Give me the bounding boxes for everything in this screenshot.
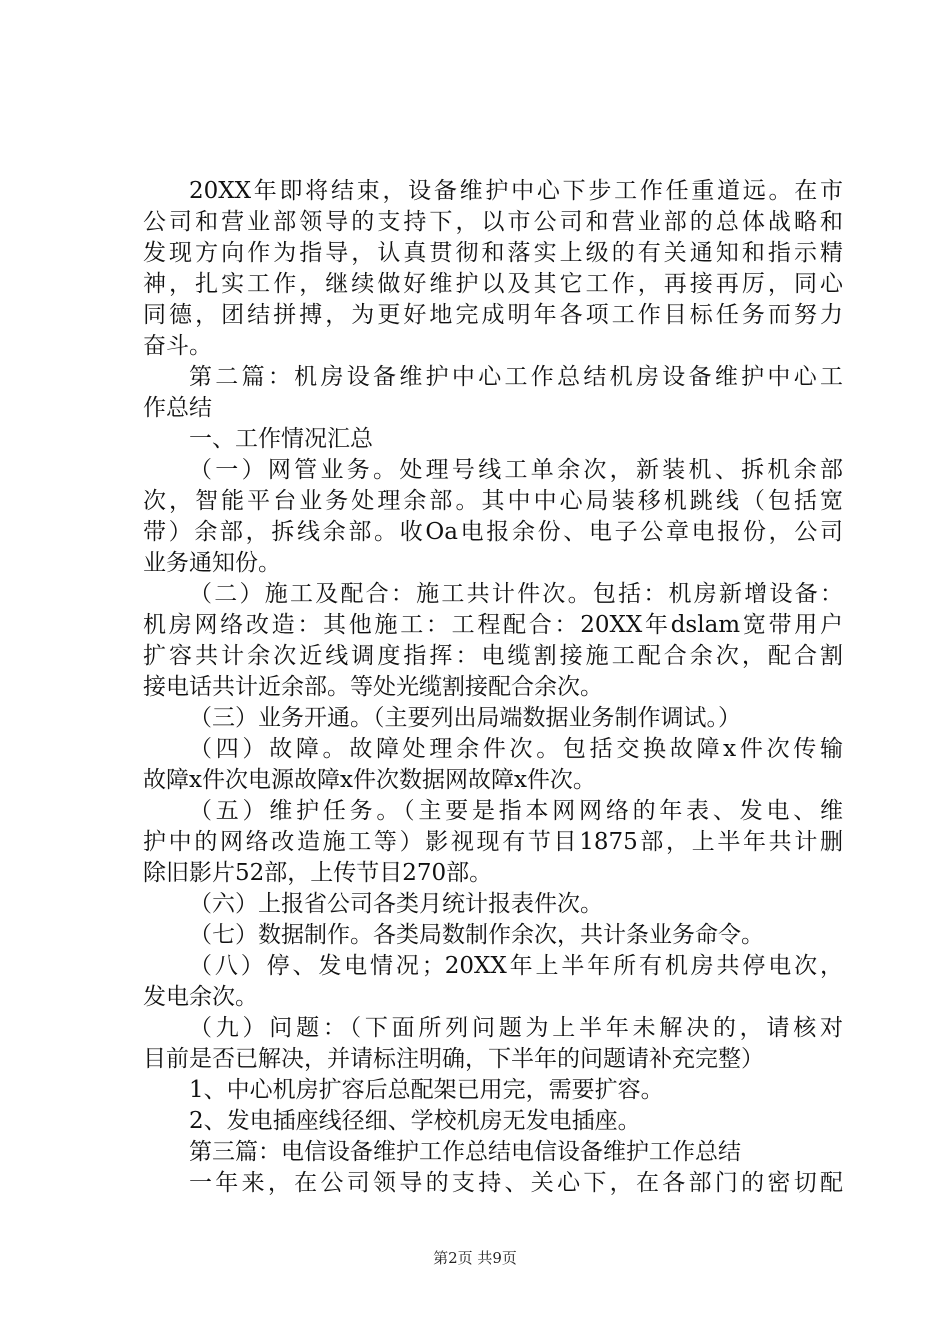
text-line: （六）上报省公司各类月统计报表件次。 xyxy=(189,891,603,917)
text-line: 同德，团结拼搏，为更好地完成明年各项工作目标任务而努力 xyxy=(143,302,843,328)
text-line: 2、发电插座线径细、学校机房无发电插座。 xyxy=(189,1108,641,1134)
text-line: 第二篇：机房设备维护中心工作总结机房设备维护中心工 xyxy=(189,364,843,390)
text-line: （三）业务开通。（主要列出局端数据业务制作调试。） xyxy=(189,705,741,731)
document-body xyxy=(143,176,843,1199)
text-line: 20XX年即将结束，设备维护中心下步工作任重道远。在市 xyxy=(189,178,843,204)
text-line: 第三篇：电信设备维护工作总结电信设备维护工作总结 xyxy=(189,1139,741,1165)
text-line: （九）问题：（下面所列问题为上半年未解决的，请核对 xyxy=(189,1015,843,1041)
text-line: 故障x件次电源故障x件次数据网故障x件次。 xyxy=(143,767,596,793)
text-line: 业务通知份。 xyxy=(143,550,281,576)
text-line: （八）停、发电情况；20XX年上半年所有机房共停电次， xyxy=(189,953,843,979)
text-line: 除旧影片52部，上传节目270部。 xyxy=(143,860,493,886)
text-line: 接电话共计近余部。等处光缆割接配合余次。 xyxy=(143,674,603,700)
text-line: （四）故障。故障处理余件次。包括交换故障x件次传输 xyxy=(189,736,843,762)
text-line: 带）余部，拆线余部。收Oa电报余份、电子公章电报份，公司 xyxy=(143,519,843,545)
text-line: （五）维护任务。（主要是指本网网络的年表、发电、维 xyxy=(189,798,843,824)
text-line: 发电余次。 xyxy=(143,984,258,1010)
text-line: 扩容共计余次近线调度指挥：电缆割接施工配合余次，配合割 xyxy=(143,643,843,669)
page-number-footer: 第2页 共9页 xyxy=(433,1249,517,1267)
text-line: 次，智能平台业务处理余部。其中中心局装移机跳线（包括宽 xyxy=(143,488,843,514)
text-line: 目前是否已解决，并请标注明确，下半年的问题请补充完整） xyxy=(143,1046,764,1072)
text-line: 奋斗。 xyxy=(143,333,212,359)
text-line: （七）数据制作。各类局数制作余次，共计条业务命令。 xyxy=(189,922,764,948)
text-line: 公司和营业部领导的支持下，以市公司和营业部的总体战略和 xyxy=(143,209,843,235)
text-line: 作总结 xyxy=(143,395,212,421)
text-line: 发现方向作为指导，认真贯彻和落实上级的有关通知和指示精 xyxy=(143,240,843,266)
text-line: 护中的网络改造施工等）影视现有节目1875部，上半年共计删 xyxy=(143,829,843,855)
text-line: 一年来，在公司领导的支持、关心下，在各部门的密切配 xyxy=(189,1170,843,1196)
text-line: 机房网络改造：其他施工：工程配合：20XX年dslam宽带用户 xyxy=(143,612,843,638)
text-line: 神，扎实工作，继续做好维护以及其它工作，再接再厉，同心 xyxy=(143,271,843,297)
text-line: 1、中心机房扩容后总配架已用完，需要扩容。 xyxy=(189,1077,664,1103)
text-line: （一）网管业务。处理号线工单余次，新装机、拆机余部 xyxy=(189,457,843,483)
text-line: 一、工作情况汇总 xyxy=(189,426,373,452)
text-line: （二）施工及配合：施工共计件次。包括：机房新增设备： xyxy=(189,581,843,607)
